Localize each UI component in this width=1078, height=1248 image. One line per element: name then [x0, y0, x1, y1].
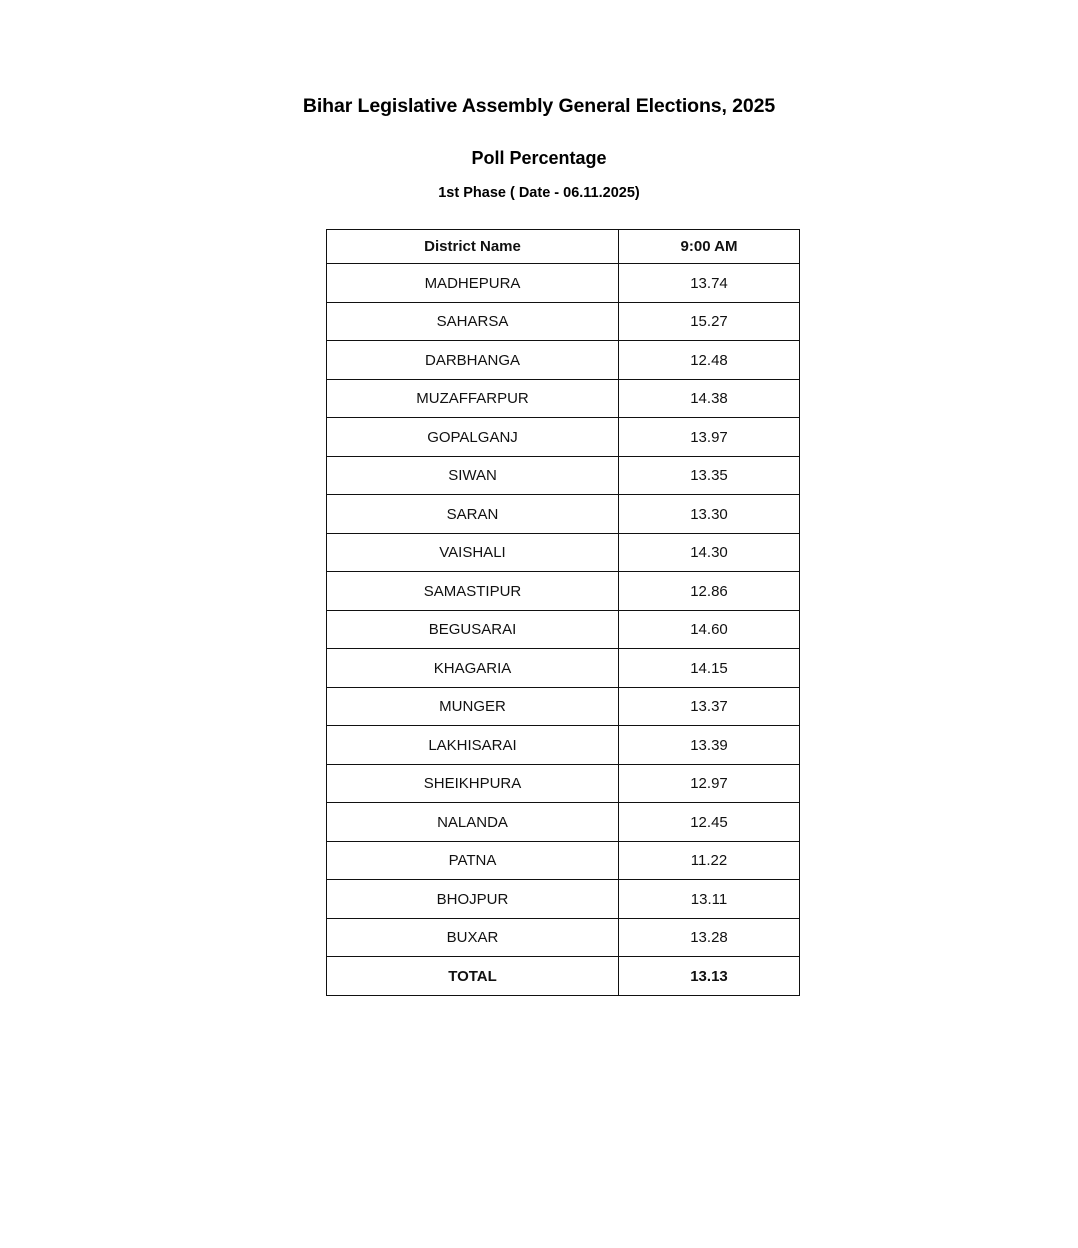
page-title: Bihar Legislative Assembly General Elections, 2025: [302, 95, 776, 117]
table-row: [327, 572, 800, 611]
table-container: [0, 202, 1078, 996]
cell-district-name: PATNA: [327, 841, 619, 880]
cell-total-label: TOTAL: [327, 957, 619, 996]
cell-district-name: SARAN: [327, 495, 619, 534]
table-row: [327, 687, 800, 726]
cell-poll-percentage: 12.45: [619, 803, 800, 842]
table-row: [327, 726, 800, 765]
page-subtitle: Poll Percentage: [471, 148, 607, 169]
table-row: [327, 880, 800, 919]
poll-percentage-table: [326, 229, 800, 996]
cell-poll-percentage: 13.37: [619, 687, 800, 726]
table-row: [327, 803, 800, 842]
cell-poll-percentage: 13.30: [619, 495, 800, 534]
cell-district-name: SAMASTIPUR: [327, 572, 619, 611]
cell-poll-percentage: 13.39: [619, 726, 800, 765]
cell-district-name: VAISHALI: [327, 533, 619, 572]
cell-district-name: LAKHISARAI: [327, 726, 619, 765]
table-row: [327, 649, 800, 688]
cell-total-percentage: 13.13: [619, 957, 800, 996]
phase-date-label: 1st Phase ( Date - 06.11.2025): [438, 184, 640, 201]
cell-poll-percentage: 13.97: [619, 418, 800, 457]
cell-poll-percentage: 12.97: [619, 764, 800, 803]
cell-poll-percentage: 13.74: [619, 264, 800, 303]
cell-poll-percentage: 14.30: [619, 533, 800, 572]
cell-district-name: MUZAFFARPUR: [327, 379, 619, 418]
table-header-row: [327, 230, 800, 264]
cell-district-name: SHEIKHPURA: [327, 764, 619, 803]
cell-district-name: BEGUSARAI: [327, 610, 619, 649]
table-row: [327, 341, 800, 380]
table-row: [327, 418, 800, 457]
cell-district-name: BUXAR: [327, 918, 619, 957]
cell-poll-percentage: 14.60: [619, 610, 800, 649]
cell-district-name: SIWAN: [327, 456, 619, 495]
cell-district-name: DARBHANGA: [327, 341, 619, 380]
cell-poll-percentage: 11.22: [619, 841, 800, 880]
table-total-row: [327, 957, 800, 996]
cell-district-name: GOPALGANJ: [327, 418, 619, 457]
cell-poll-percentage: 13.11: [619, 880, 800, 919]
table-row: [327, 533, 800, 572]
table-row: [327, 495, 800, 534]
cell-poll-percentage: 13.28: [619, 918, 800, 957]
cell-district-name: MUNGER: [327, 687, 619, 726]
table-row: [327, 841, 800, 880]
table-row: [327, 264, 800, 303]
cell-district-name: SAHARSA: [327, 302, 619, 341]
table-row: [327, 764, 800, 803]
cell-poll-percentage: 12.48: [619, 341, 800, 380]
cell-district-name: NALANDA: [327, 803, 619, 842]
table-row: [327, 302, 800, 341]
cell-district-name: BHOJPUR: [327, 880, 619, 919]
table-row: [327, 379, 800, 418]
table-row: [327, 456, 800, 495]
table-body: [327, 264, 800, 996]
column-header-district-name: District Name: [327, 230, 619, 264]
cell-poll-percentage: 13.35: [619, 456, 800, 495]
cell-poll-percentage: 15.27: [619, 302, 800, 341]
table-row: [327, 610, 800, 649]
table-row: [327, 918, 800, 957]
table-header: [327, 230, 800, 264]
cell-poll-percentage: 12.86: [619, 572, 800, 611]
cell-poll-percentage: 14.15: [619, 649, 800, 688]
column-header-time: 9:00 AM: [619, 230, 800, 264]
cell-district-name: MADHEPURA: [327, 264, 619, 303]
cell-poll-percentage: 14.38: [619, 379, 800, 418]
cell-district-name: KHAGARIA: [327, 649, 619, 688]
